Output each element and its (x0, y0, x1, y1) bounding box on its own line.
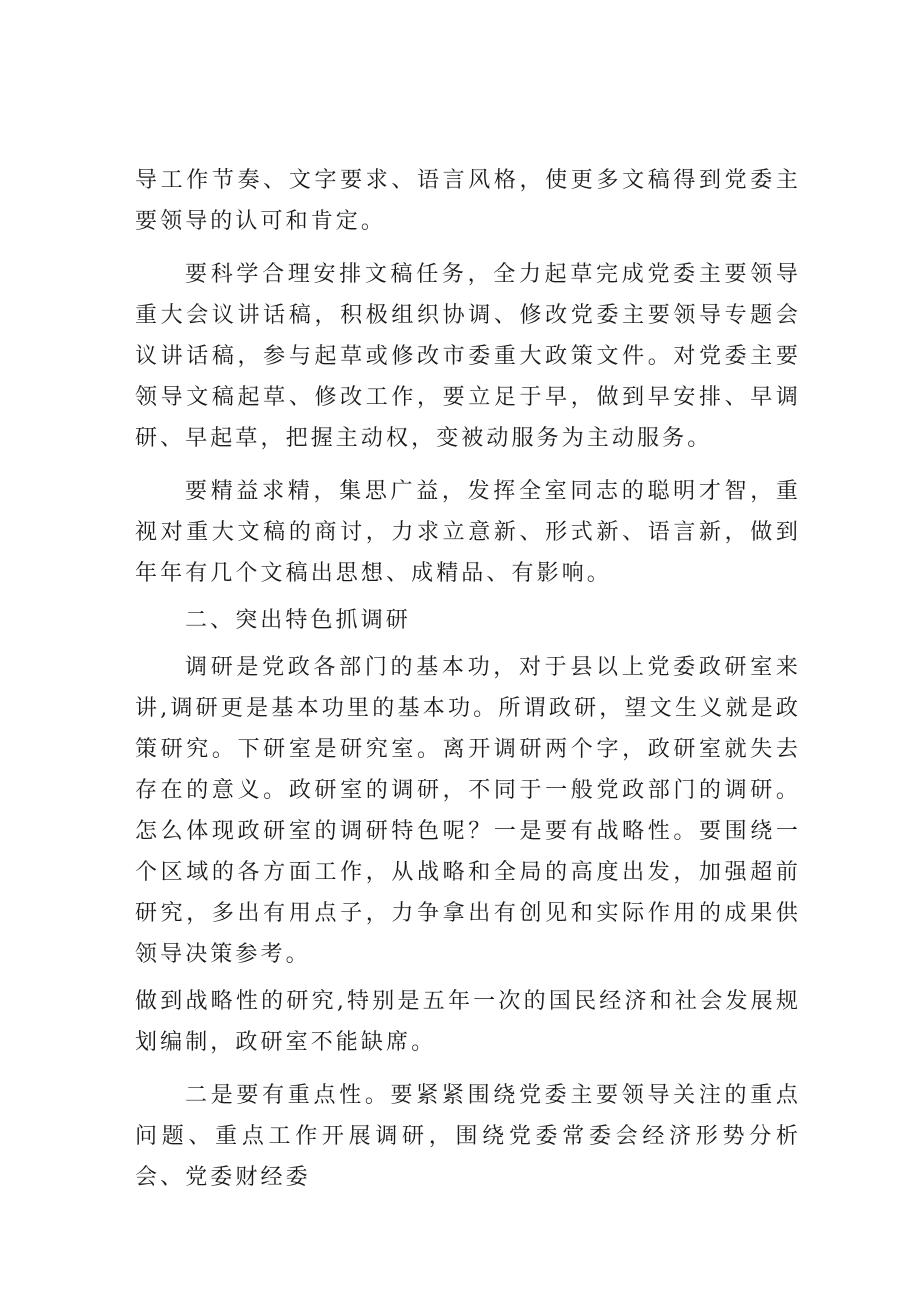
paragraph-research-basics: 调研是党政各部门的基本功，对于县以上党委政研室来讲,调研更是基本功里的基本功。所谓政研，望文生义就是政策研究。下研室是研究室。离开调研两个字，政研室就失去存在的意义。政研室的调研，不同于一般党政部门的调研。怎么体现政研室的调研特色呢？一是要有战略性。要围绕一个区域的各方面工作，从战略和全局的高度出发，加强超前研究，多出有用点子，力争拿出有创见和实际作用的成果供领导决策参考。 (135, 655, 801, 967)
paragraph-strategic-research: 做到战略性的研究,特别是五年一次的国民经济和社会发展规划编制，政研室不能缺席。 (135, 989, 801, 1055)
paragraph-excellence: 要精益求精，集思广益，发挥全室同志的聪明才智，重视对重大文稿的商讨，力求立意新、形式新、语言新，做到年年有几个文稿出思想、成精品、有影响。 (135, 479, 801, 586)
paragraph-key-focus: 二是要有重点性。要紧紧围绕党委主要领导关注的重点问题、重点工作开展调研，围绕党委常委会经济形势分析会、党委财经委 (135, 1083, 801, 1190)
paragraph-continuation: 导工作节奏、文字要求、语言风格，使更多文稿得到党委主要领导的认可和肯定。 (135, 168, 801, 234)
section-heading-research: 二、突出特色抓调研 (185, 608, 411, 633)
paragraph-manuscript-tasks: 要科学合理安排文稿任务，全力起草完成党委主要领导重大会议讲话稿，积极组织协调、修改党委主要领导专题会议讲话稿，参与起草或修改市委重大政策文件。对党委主要领导文稿起草、修改工作，要立足于早，做到早安排、早调研、早起草，把握主动权，变被动服务为主动服务。 (135, 262, 801, 451)
document-body (135, 160, 801, 1198)
